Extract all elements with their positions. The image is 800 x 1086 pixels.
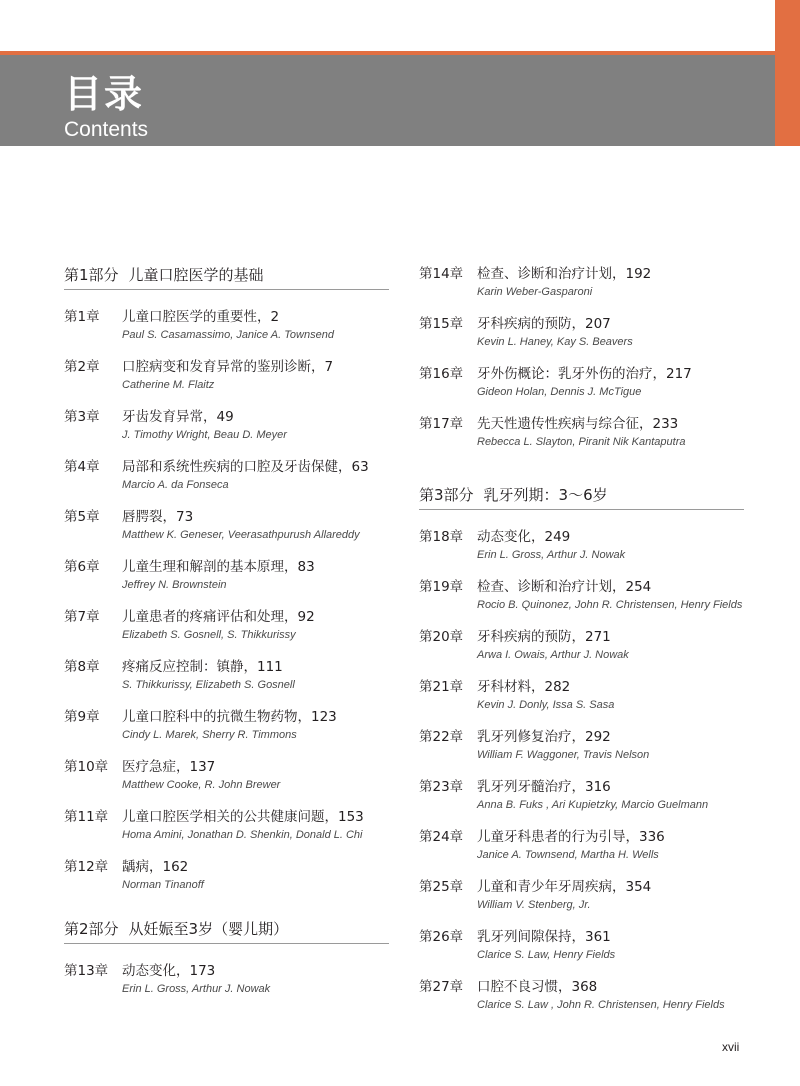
toc-entry[interactable] xyxy=(64,457,389,493)
chapter-number: 第15章 xyxy=(419,316,464,332)
chapter-title: 儿童患者的疼痛评估和处理，92 xyxy=(122,609,315,625)
chapter-number: 第26章 xyxy=(419,929,464,945)
chapter-authors: Kevin J. Donly, Issa S. Sasa xyxy=(477,699,615,711)
top-margin xyxy=(0,0,775,51)
chapter-authors: Jeffrey N. Brownstein xyxy=(122,579,227,591)
chapter-title: 乳牙列间隙保持，361 xyxy=(477,929,611,945)
toc-entry[interactable] xyxy=(64,857,389,893)
toc-entry[interactable] xyxy=(64,961,389,997)
chapter-title: 儿童口腔科中的抗微生物药物，123 xyxy=(122,709,337,725)
toc-entry[interactable] xyxy=(64,407,389,443)
chapter-title: 先天性遗传性疾病与综合征，233 xyxy=(477,416,679,432)
part-number: 第2部分 xyxy=(64,920,119,938)
chapter-title: 乳牙列修复治疗，292 xyxy=(477,729,611,745)
toc-entry[interactable] xyxy=(419,827,744,863)
chapter-title: 牙科疾病的预防，207 xyxy=(477,316,611,332)
toc-entry[interactable] xyxy=(419,927,744,963)
chapter-authors: Arwa I. Owais, Arthur J. Nowak xyxy=(477,649,629,661)
orange-edge-tab xyxy=(775,0,800,146)
chapter-title: 儿童口腔医学的重要性，2 xyxy=(122,309,280,325)
chapter-number: 第2章 xyxy=(64,359,100,375)
chapter-authors: Matthew K. Geneser, Veerasathpurush Allareddy xyxy=(122,529,360,541)
chapter-number: 第13章 xyxy=(64,963,109,979)
chapter-number: 第24章 xyxy=(419,829,464,845)
part-heading xyxy=(64,264,389,290)
toc-entry[interactable] xyxy=(419,627,744,663)
chapter-authors: Clarice S. Law, Henry Fields xyxy=(477,949,616,961)
chapter-title: 儿童牙科患者的行为引导，336 xyxy=(477,829,665,845)
chapter-title: 牙科材料，282 xyxy=(477,679,571,695)
page-title-cn: 目录 xyxy=(64,72,145,116)
toc-entry[interactable] xyxy=(64,707,389,743)
chapter-number: 第21章 xyxy=(419,679,464,695)
chapter-number: 第6章 xyxy=(64,559,100,575)
chapter-authors: Anna B. Fuks , Ari Kupietzky, Marcio Guelmann xyxy=(477,799,709,811)
chapter-title: 乳牙列牙髓治疗，316 xyxy=(477,779,611,795)
chapter-authors: Karin Weber-Gasparoni xyxy=(477,286,593,298)
toc-entry[interactable] xyxy=(419,777,744,813)
toc-entry[interactable] xyxy=(419,877,744,913)
page-title-en: Contents xyxy=(64,118,149,141)
chapter-authors: Rebecca L. Slayton, Piranit Nik Kantaputra xyxy=(477,436,686,448)
toc-entry[interactable] xyxy=(64,307,389,343)
chapter-authors: Gideon Holan, Dennis J. McTigue xyxy=(477,386,642,398)
chapter-title: 检查、诊断和治疗计划，192 xyxy=(477,266,652,282)
toc-entry[interactable] xyxy=(419,677,744,713)
chapter-authors: William V. Stenberg, Jr. xyxy=(477,899,591,911)
chapter-number: 第3章 xyxy=(64,409,100,425)
toc-entry[interactable] xyxy=(419,977,744,1013)
part-number: 第3部分 xyxy=(419,486,474,504)
chapter-title: 儿童和青少年牙周疾病，354 xyxy=(477,879,652,895)
chapter-authors: Kevin L. Haney, Kay S. Beavers xyxy=(477,336,633,348)
chapter-authors: Rocio B. Quinonez, John R. Christensen, Henry Fields xyxy=(477,599,743,611)
part-title: 从妊娠至3岁（婴儿期） xyxy=(128,920,289,938)
toc-entry[interactable] xyxy=(64,607,389,643)
chapter-authors: Paul S. Casamassimo, Janice A. Townsend xyxy=(122,329,334,341)
toc-entry[interactable] xyxy=(419,527,744,563)
chapter-title: 唇腭裂，73 xyxy=(122,509,194,525)
chapter-title: 儿童口腔医学相关的公共健康问题，153 xyxy=(122,809,364,825)
chapter-title: 局部和系统性疾病的口腔及牙齿保健，63 xyxy=(122,459,369,475)
chapter-authors: Marcio A. da Fonseca xyxy=(122,479,229,491)
chapter-title: 牙齿发育异常，49 xyxy=(122,409,234,425)
chapter-number: 第16章 xyxy=(419,366,464,382)
page-number: xvii xyxy=(722,1040,740,1054)
chapter-title: 疼痛反应控制：镇静，111 xyxy=(122,659,283,675)
chapter-title: 儿童生理和解剖的基本原理，83 xyxy=(122,559,315,575)
chapter-number: 第17章 xyxy=(419,416,464,432)
chapter-authors: Matthew Cooke, R. John Brewer xyxy=(122,779,281,791)
chapter-authors: Erin L. Gross, Arthur J. Nowak xyxy=(477,549,626,561)
chapter-title: 口腔不良习惯，368 xyxy=(477,979,598,995)
part-heading xyxy=(419,484,744,510)
toc-right-column xyxy=(419,264,744,1013)
chapter-number: 第8章 xyxy=(64,659,100,675)
part-title: 儿童口腔医学的基础 xyxy=(128,266,264,284)
chapter-number: 第14章 xyxy=(419,266,464,282)
chapter-number: 第4章 xyxy=(64,459,100,475)
chapter-authors: S. Thikkurissy, Elizabeth S. Gosnell xyxy=(122,679,295,691)
chapter-number: 第7章 xyxy=(64,609,100,625)
chapter-title: 动态变化，173 xyxy=(122,963,216,979)
chapter-title: 口腔病变和发育异常的鉴别诊断，7 xyxy=(122,359,334,375)
chapter-number: 第9章 xyxy=(64,709,100,725)
toc-entry[interactable] xyxy=(64,757,389,793)
chapter-title: 牙科疾病的预防，271 xyxy=(477,629,611,645)
toc-left-column xyxy=(64,264,389,997)
toc-entry[interactable] xyxy=(419,264,744,300)
chapter-number: 第5章 xyxy=(64,509,100,525)
toc-entry[interactable] xyxy=(64,357,389,393)
toc-entry[interactable] xyxy=(64,557,389,593)
chapter-number: 第18章 xyxy=(419,529,464,545)
chapter-authors: William F. Waggoner, Travis Nelson xyxy=(477,749,650,761)
toc-entry[interactable] xyxy=(419,314,744,350)
toc-entry[interactable] xyxy=(64,657,389,693)
chapter-title: 动态变化，249 xyxy=(477,529,571,545)
chapter-authors: Catherine M. Flaitz xyxy=(122,379,215,391)
chapter-authors: Elizabeth S. Gosnell, S. Thikkurissy xyxy=(122,629,296,641)
chapter-title: 检查、诊断和治疗计划，254 xyxy=(477,579,652,595)
chapter-number: 第20章 xyxy=(419,629,464,645)
toc-entry[interactable] xyxy=(64,807,389,843)
chapter-title: 医疗急症，137 xyxy=(122,759,216,775)
toc-entry[interactable] xyxy=(419,577,744,613)
chapter-number: 第19章 xyxy=(419,579,464,595)
toc-entry[interactable] xyxy=(64,507,389,543)
chapter-number: 第10章 xyxy=(64,759,109,775)
part-heading xyxy=(64,918,389,944)
part-number: 第1部分 xyxy=(64,266,119,284)
chapter-title: 牙外伤概论：乳牙外伤的治疗，217 xyxy=(477,366,692,382)
chapter-authors: Norman Tinanoff xyxy=(122,879,204,891)
chapter-number: 第22章 xyxy=(419,729,464,745)
chapter-number: 第27章 xyxy=(419,979,464,995)
chapter-number: 第1章 xyxy=(64,309,100,325)
chapter-title: 龋病，162 xyxy=(122,859,189,875)
toc-entry[interactable] xyxy=(419,364,744,400)
chapter-authors: Clarice S. Law , John R. Christensen, Henry Fields xyxy=(477,999,725,1011)
chapter-number: 第25章 xyxy=(419,879,464,895)
part-title: 乳牙列期：3～6岁 xyxy=(483,486,608,504)
chapter-authors: Janice A. Townsend, Martha H. Wells xyxy=(477,849,659,861)
chapter-authors: Cindy L. Marek, Sherry R. Timmons xyxy=(122,729,297,741)
chapter-number: 第23章 xyxy=(419,779,464,795)
chapter-number: 第11章 xyxy=(64,809,109,825)
chapter-authors: Homa Amini, Jonathan D. Shenkin, Donald L. Chi xyxy=(122,829,363,841)
toc-entry[interactable] xyxy=(419,727,744,763)
chapter-authors: J. Timothy Wright, Beau D. Meyer xyxy=(122,429,287,441)
toc-entry[interactable] xyxy=(419,414,744,450)
chapter-authors: Erin L. Gross, Arthur J. Nowak xyxy=(122,983,271,995)
chapter-number: 第12章 xyxy=(64,859,109,875)
